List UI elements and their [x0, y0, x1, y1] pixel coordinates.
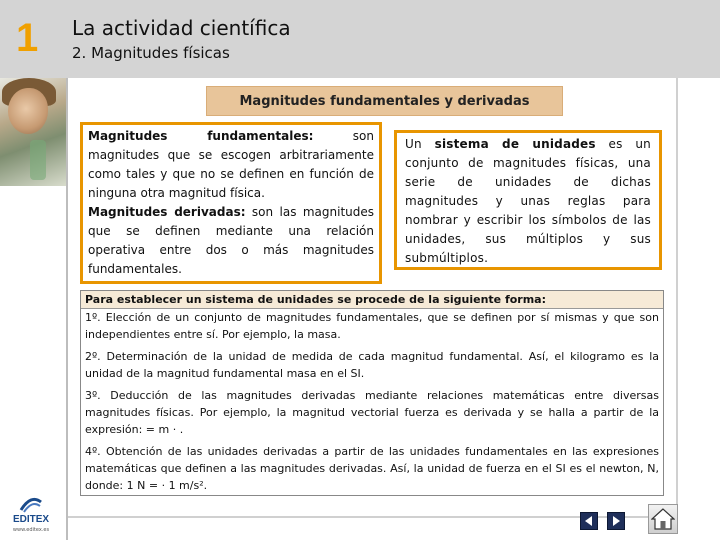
definitions-box — [80, 122, 382, 284]
next-page-button[interactable] — [607, 512, 625, 530]
chapter-number: 1 — [16, 16, 39, 60]
term-units-system: sistema de unidades — [434, 137, 596, 151]
procedure-step-4: 4º. Obtención de las unidades derivadas a partir de las unidades fundamentales en las expresiones matemáticas que definen a las magnitudes derivadas. Así, la unidad de fuerza en el SI es el newton, N, donde: 1 N = · 1 m/s². — [85, 445, 659, 492]
term-fundamental: Magnitudes fundamentales: — [88, 129, 314, 143]
page-title: La actividad científica — [72, 16, 291, 40]
header-bar — [0, 0, 720, 78]
home-button[interactable] — [648, 504, 678, 534]
arrow-left-icon — [583, 515, 595, 527]
editex-logo — [8, 496, 54, 536]
term-derived: Magnitudes derivadas: — [88, 205, 246, 219]
editex-logo-icon — [18, 496, 44, 514]
procedure-step-2: 2º. Determinación de la unidad de medida de cada magnitud fundamental. Así, el kilogramo es la unidad de la magnitud fundamental masa en el SI. — [85, 350, 659, 380]
units-text-b: es un conjunto de magnitudes físicas, una serie de unidades de dichas magnitudes y unas reglas para nombrar y escribir los símbolos de las unidades, sus múltiplos y sus submúltiplos. — [405, 137, 651, 265]
procedure-step-1: 1º. Elección de un conjunto de magnitudes fundamentales, que se definen por sí mismas y que son independientes entre sí. Por ejemplo, la masa. — [85, 311, 659, 341]
procedure-box — [80, 290, 664, 496]
scientist-photo — [0, 78, 66, 186]
logo-text: EDITEX — [12, 514, 50, 525]
section-banner: Magnitudes fundamentales y derivadas — [206, 86, 563, 116]
units-system-box — [394, 130, 662, 270]
logo-url: www.editex.es — [12, 527, 50, 533]
procedure-step-3: 3º. Deducción de las magnitudes derivadas mediante relaciones matemáticas entre diversas magnitudes físicas. Por ejemplo, la magnitud vectorial fuerza es derivada y se halla a partir de la expresión: = m · . — [85, 389, 659, 436]
previous-page-button[interactable] — [580, 512, 598, 530]
procedure-header: Para establecer un sistema de unidades se procede de la siguiente forma: — [81, 291, 663, 309]
units-text-a: Un — [405, 137, 435, 151]
home-icon — [651, 508, 675, 530]
definition-fundamental: son magnitudes que se escogen arbitrariamente como tales y que no se definen en función de ninguna otra magnitud física. — [88, 129, 374, 200]
page-subtitle: 2. Magnitudes físicas — [72, 44, 230, 62]
definition-derived: son las magnitudes que se definen mediante una relación operativa entre dos o más magnitudes fundamentales. — [88, 205, 375, 276]
arrow-right-icon — [610, 515, 622, 527]
